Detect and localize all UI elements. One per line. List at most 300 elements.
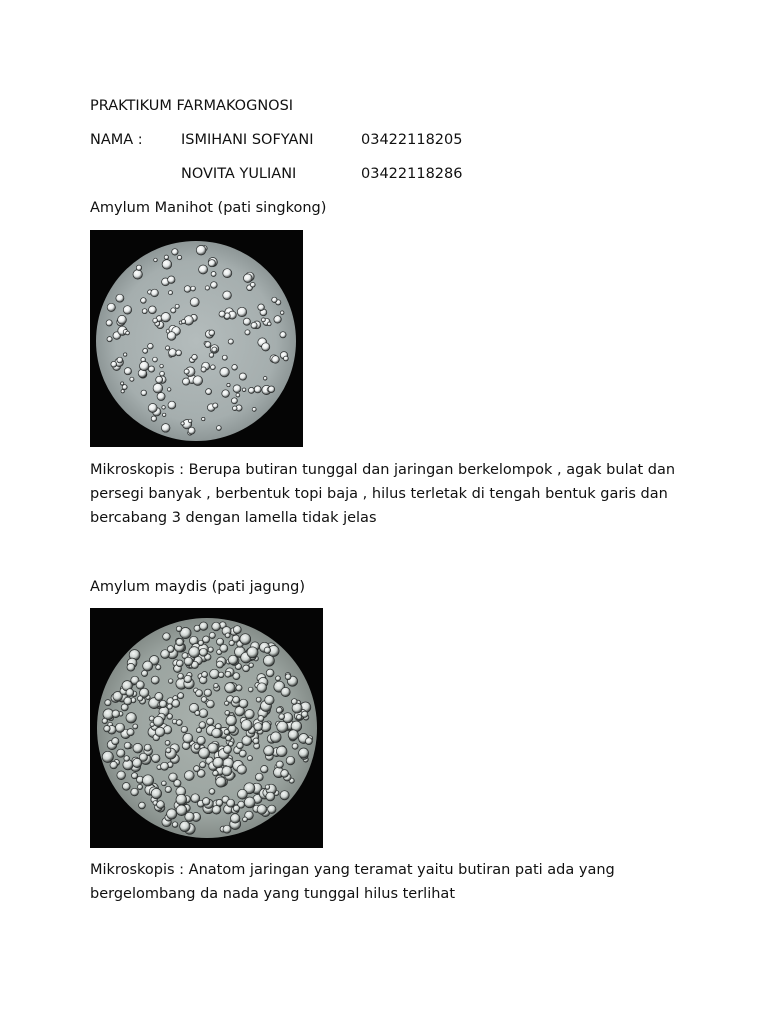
starch-granule	[236, 685, 242, 691]
starch-granule	[229, 640, 234, 645]
starch-granule	[194, 744, 200, 750]
starch-granule	[204, 689, 211, 696]
starch-granule	[201, 367, 206, 372]
starch-granule	[223, 291, 232, 300]
starch-granule	[115, 723, 124, 732]
starch-granule	[183, 733, 193, 743]
starch-granule	[203, 636, 210, 643]
starch-granule	[261, 318, 265, 322]
starch-granule	[144, 744, 151, 751]
starch-granule	[195, 711, 200, 716]
starch-granule	[153, 318, 158, 323]
starch-granule	[213, 403, 218, 408]
manihot-micrograph	[90, 230, 303, 447]
starch-granule	[161, 762, 169, 770]
starch-granule	[133, 724, 138, 729]
starch-granule	[245, 330, 250, 335]
starch-granule	[228, 339, 233, 344]
starch-granule	[143, 661, 153, 671]
starch-granule	[124, 756, 130, 762]
starch-granule	[276, 746, 287, 757]
starch-granule	[212, 728, 222, 738]
starch-granule	[202, 798, 210, 806]
starch-granule	[106, 320, 112, 326]
starch-granule	[242, 388, 246, 392]
starch-granule	[241, 720, 252, 731]
starch-granule	[211, 272, 216, 277]
starch-granule	[165, 786, 171, 792]
starch-granule	[155, 727, 165, 737]
starch-granule	[202, 417, 205, 420]
starch-granule	[181, 726, 188, 733]
starch-granule	[197, 736, 205, 744]
starch-granule	[296, 714, 301, 719]
starch-granule	[167, 332, 176, 341]
section-title-maydis: Amylum maydis (pati jagung)	[90, 579, 305, 595]
starch-granule	[239, 373, 246, 380]
description-maydis	[90, 858, 690, 906]
starch-granule	[265, 785, 270, 790]
starch-granule	[250, 282, 255, 287]
starch-granule	[263, 377, 267, 381]
starch-granule	[257, 805, 267, 815]
starch-granule	[220, 644, 228, 652]
starch-granule	[258, 304, 265, 311]
starch-granule	[207, 718, 214, 725]
starch-granule	[168, 401, 176, 409]
starch-granule	[240, 634, 251, 645]
starch-granule	[211, 282, 218, 289]
starch-granule	[184, 771, 194, 781]
starch-granule	[236, 393, 240, 397]
starch-granule	[233, 406, 238, 411]
description-line: Mikroskopis : Anatom jaringan yang teramat yaitu butiran pati ada yang	[90, 862, 615, 878]
starch-granule	[162, 406, 166, 410]
starch-granule	[167, 704, 172, 709]
starch-granule	[148, 366, 154, 372]
starch-granule	[292, 743, 298, 749]
starch-granule	[239, 750, 246, 757]
starch-granule	[151, 676, 159, 684]
starch-granule	[126, 331, 130, 335]
starch-granule	[291, 699, 297, 705]
starch-granule	[136, 681, 144, 689]
starch-granule	[176, 805, 187, 816]
starch-granule	[167, 809, 177, 819]
starch-granule	[143, 348, 148, 353]
starch-granule	[233, 673, 240, 680]
starch-granule	[220, 368, 229, 377]
starch-granule	[209, 632, 215, 638]
starch-granule	[231, 398, 237, 404]
starch-granule	[233, 696, 240, 703]
starch-granule	[199, 622, 207, 630]
starch-granule	[178, 693, 184, 699]
starch-granule	[166, 346, 170, 350]
starch-granule	[165, 740, 170, 745]
starch-granule	[118, 315, 127, 324]
starch-granule	[166, 748, 171, 753]
starch-granule	[176, 350, 182, 356]
starch-granule	[217, 426, 222, 431]
starch-granule	[142, 309, 147, 314]
starch-granule	[124, 368, 131, 375]
starch-granule	[264, 746, 274, 756]
starch-granule	[227, 383, 230, 386]
starch-granule	[222, 355, 227, 360]
starch-granule	[224, 729, 229, 734]
starch-granule	[247, 756, 252, 761]
starch-granule	[169, 349, 177, 357]
manihot-micrograph-image	[90, 230, 303, 447]
starch-granule	[281, 687, 290, 696]
starch-granule	[133, 270, 142, 279]
starch-granule	[157, 393, 165, 401]
starch-granule	[168, 679, 173, 684]
starch-granule	[299, 748, 309, 758]
starch-granule	[244, 274, 253, 283]
starch-granule	[141, 298, 147, 304]
starch-granule	[184, 369, 189, 374]
starch-granule	[124, 697, 132, 705]
starch-granule	[266, 792, 275, 801]
starch-granule	[279, 714, 285, 720]
starch-granule	[274, 316, 281, 323]
starch-granule	[163, 413, 166, 416]
starch-granule	[133, 743, 143, 753]
starch-granule	[222, 766, 232, 776]
starch-granule	[272, 297, 277, 302]
starch-granule	[209, 789, 215, 795]
starch-granule	[238, 789, 248, 799]
starch-granule	[276, 761, 283, 768]
starch-granule	[261, 766, 268, 773]
starch-granule	[199, 265, 208, 274]
description-line: Mikroskopis : Berupa butiran tunggal dan jaringan berkelompok , agak bulat dan	[90, 462, 676, 478]
starch-granule	[117, 749, 125, 757]
starch-granule	[175, 304, 179, 308]
starch-granule	[271, 732, 282, 743]
starch-granule	[102, 751, 113, 762]
starch-granule	[276, 676, 281, 681]
starch-granule	[155, 693, 163, 701]
starch-granule	[254, 386, 261, 393]
starch-granule	[160, 364, 164, 368]
starch-granule	[178, 673, 184, 679]
nama-label: NAMA :	[90, 132, 143, 148]
starch-granule	[152, 754, 160, 762]
starch-granule	[231, 814, 240, 823]
starch-granule	[264, 647, 270, 653]
starch-granule	[142, 775, 153, 786]
starch-granule	[199, 648, 207, 656]
starch-granule	[172, 700, 180, 708]
starch-granule	[243, 817, 248, 822]
starch-granule	[148, 404, 157, 413]
starch-granule	[281, 770, 289, 778]
starch-granule	[268, 805, 276, 813]
starch-granule	[209, 353, 214, 358]
starch-granule	[268, 386, 275, 393]
starch-granule	[167, 714, 173, 720]
starch-granule	[276, 707, 282, 713]
member-name-2: NOVITA YULIANI	[181, 166, 297, 182]
starch-granule	[272, 356, 280, 364]
starch-granule	[117, 357, 123, 363]
starch-granule	[207, 700, 215, 708]
starch-granule	[161, 424, 170, 433]
starch-granule	[164, 255, 168, 259]
starch-granule	[211, 365, 216, 370]
starch-granule	[141, 390, 147, 396]
starch-granule	[237, 765, 246, 774]
starch-granule	[248, 687, 253, 692]
starch-granule	[121, 390, 124, 393]
starch-granule	[124, 353, 127, 356]
starch-granule	[176, 639, 183, 646]
starch-granule	[126, 713, 136, 723]
starch-granule	[153, 357, 158, 362]
starch-granule	[176, 794, 187, 805]
starch-granule	[218, 672, 224, 678]
starch-granule	[219, 311, 225, 317]
starch-granule	[171, 308, 176, 313]
starch-granule	[243, 318, 250, 325]
starch-granule	[226, 715, 236, 725]
starch-granule	[153, 716, 163, 726]
starch-granule	[225, 671, 231, 677]
starch-granule	[267, 322, 271, 326]
starch-granule	[288, 730, 298, 740]
starch-granule	[228, 655, 237, 664]
starch-granule	[263, 655, 274, 666]
starch-granule	[117, 771, 126, 780]
starch-granule	[185, 812, 194, 821]
starch-granule	[111, 361, 117, 367]
starch-granule	[265, 695, 274, 704]
starch-granule	[183, 378, 190, 385]
starch-granule	[196, 245, 206, 255]
starch-granule	[206, 389, 212, 395]
starch-granule	[223, 269, 232, 278]
starch-granule	[156, 376, 163, 383]
starch-granule	[191, 794, 200, 803]
starch-granule	[196, 728, 201, 733]
starch-granule	[200, 762, 206, 768]
starch-granule	[305, 738, 312, 745]
starch-granule	[156, 665, 161, 670]
starch-granule	[138, 696, 143, 701]
starch-granule	[184, 657, 193, 666]
starch-granule	[223, 825, 231, 833]
starch-granule	[188, 419, 192, 423]
starch-granule	[176, 720, 182, 726]
starch-granule	[213, 770, 219, 776]
starch-granule	[168, 276, 175, 283]
starch-granule	[189, 647, 200, 658]
member-nim-1: 03422118205	[361, 132, 463, 148]
starch-granule	[233, 385, 241, 393]
starch-granule	[245, 710, 254, 719]
starch-granule	[212, 347, 217, 352]
starch-granule	[239, 699, 248, 708]
description-manihot	[90, 458, 690, 530]
starch-granule	[112, 738, 119, 745]
starch-granule	[124, 742, 131, 749]
starch-granule	[280, 311, 284, 315]
starch-granule	[233, 626, 241, 634]
maydis-micrograph	[90, 608, 323, 848]
page-title: PRAKTIKUM FARMAKOGNOSI	[90, 98, 294, 114]
starch-granule	[140, 361, 149, 370]
starch-granule	[209, 330, 215, 336]
starch-granule	[199, 748, 210, 759]
starch-granule	[112, 710, 120, 718]
starch-granule	[254, 723, 262, 731]
starch-granule	[208, 260, 215, 267]
starch-granule	[253, 738, 259, 744]
starch-granule	[177, 255, 181, 259]
starch-granule	[176, 660, 183, 667]
starch-granule	[212, 806, 221, 815]
starch-granule	[193, 376, 203, 386]
starch-granule	[168, 291, 172, 295]
starch-granule	[285, 674, 291, 680]
starch-granule	[227, 799, 235, 807]
starch-granule	[157, 801, 165, 809]
starch-granule	[116, 294, 124, 302]
starch-granule	[153, 383, 163, 393]
starch-granule	[149, 306, 157, 314]
starch-granule	[139, 802, 146, 809]
description-line: persegi banyak , berbentuk topi baja , hilus terletak di tengah bentuk garis dan	[90, 486, 668, 502]
starch-granule	[286, 756, 295, 765]
starch-granule	[249, 663, 254, 668]
starch-granule	[121, 382, 124, 385]
starch-granule	[243, 665, 250, 672]
starch-granule	[284, 356, 289, 361]
starch-granule	[216, 661, 223, 668]
starch-granule	[224, 746, 232, 754]
starch-granule	[208, 647, 213, 652]
starch-granule	[256, 697, 261, 702]
starch-granule	[216, 777, 226, 787]
starch-granule	[167, 646, 174, 653]
starch-granule	[251, 322, 257, 328]
starch-granule	[244, 797, 255, 808]
starch-granule	[160, 371, 165, 376]
starch-granule	[225, 701, 229, 705]
starch-granule	[280, 332, 286, 338]
starch-granule	[190, 298, 199, 307]
starch-granule	[232, 365, 238, 371]
starch-granule	[226, 735, 232, 741]
starch-granule	[213, 757, 223, 767]
starch-granule	[262, 343, 270, 351]
starch-granule	[154, 258, 158, 262]
starch-granule	[174, 780, 181, 787]
starch-granule	[252, 407, 256, 411]
starch-granule	[247, 647, 258, 658]
description-line: bergelombang da nada yang tunggal hilus terlihat	[90, 886, 455, 902]
starch-granule	[214, 683, 219, 688]
section-title-manihot: Amylum Manihot (pati singkong)	[90, 200, 327, 216]
starch-granule	[248, 387, 254, 393]
starch-granule	[159, 700, 166, 707]
starch-granule	[127, 663, 135, 671]
starch-granule	[181, 422, 184, 425]
starch-granule	[163, 633, 171, 641]
starch-granule	[172, 249, 178, 255]
starch-granule	[162, 781, 167, 786]
starch-granule	[123, 306, 131, 314]
starch-granule	[126, 689, 134, 697]
starch-granule	[222, 390, 230, 398]
starch-granule	[172, 822, 178, 828]
starch-granule	[184, 675, 192, 683]
starch-granule	[127, 729, 134, 736]
starch-granule	[257, 683, 267, 693]
starch-granule	[161, 313, 170, 322]
starch-granule	[151, 788, 161, 798]
starch-granule	[151, 416, 156, 421]
starch-granule	[302, 711, 308, 717]
starch-granule	[136, 265, 141, 270]
starch-granule	[102, 718, 107, 723]
starch-granule	[176, 626, 182, 632]
starch-granule	[122, 783, 130, 791]
starch-granule	[233, 805, 239, 811]
starch-granule	[107, 337, 112, 342]
starch-granule	[167, 388, 171, 392]
member-name-1: ISMIHANI SOFYANI	[181, 132, 314, 148]
maydis-micrograph-image	[90, 608, 323, 848]
member-nim-2: 03422118286	[361, 166, 463, 182]
starch-granule	[184, 286, 191, 293]
starch-granule	[130, 377, 134, 381]
starch-granule	[131, 788, 139, 796]
starch-granule	[258, 716, 264, 722]
starch-granule	[205, 342, 211, 348]
starch-granule	[188, 427, 195, 434]
starch-granule	[194, 766, 200, 772]
starch-granule	[225, 683, 235, 693]
starch-granule	[182, 320, 186, 324]
starch-granule	[210, 669, 220, 679]
starch-granule	[255, 773, 263, 781]
starch-granule	[237, 742, 244, 749]
starch-granule	[196, 690, 203, 697]
starch-granule	[180, 821, 190, 831]
starch-granule	[151, 289, 159, 297]
starch-granule	[162, 260, 172, 270]
starch-granule	[225, 633, 230, 638]
starch-granule	[148, 343, 154, 349]
starch-granule	[104, 726, 110, 732]
starch-granule	[201, 697, 207, 703]
starch-granule	[205, 286, 209, 290]
starch-granule	[212, 622, 221, 631]
starch-granule	[266, 669, 274, 677]
starch-granule	[107, 303, 115, 311]
starch-granule	[122, 385, 127, 390]
starch-granule	[110, 761, 117, 768]
starch-granule	[137, 784, 142, 789]
starch-granule	[192, 354, 198, 360]
starch-granule	[105, 700, 111, 706]
description-line: bercabang 3 dengan lamella tidak jelas	[90, 510, 377, 526]
starch-granule	[191, 286, 196, 291]
